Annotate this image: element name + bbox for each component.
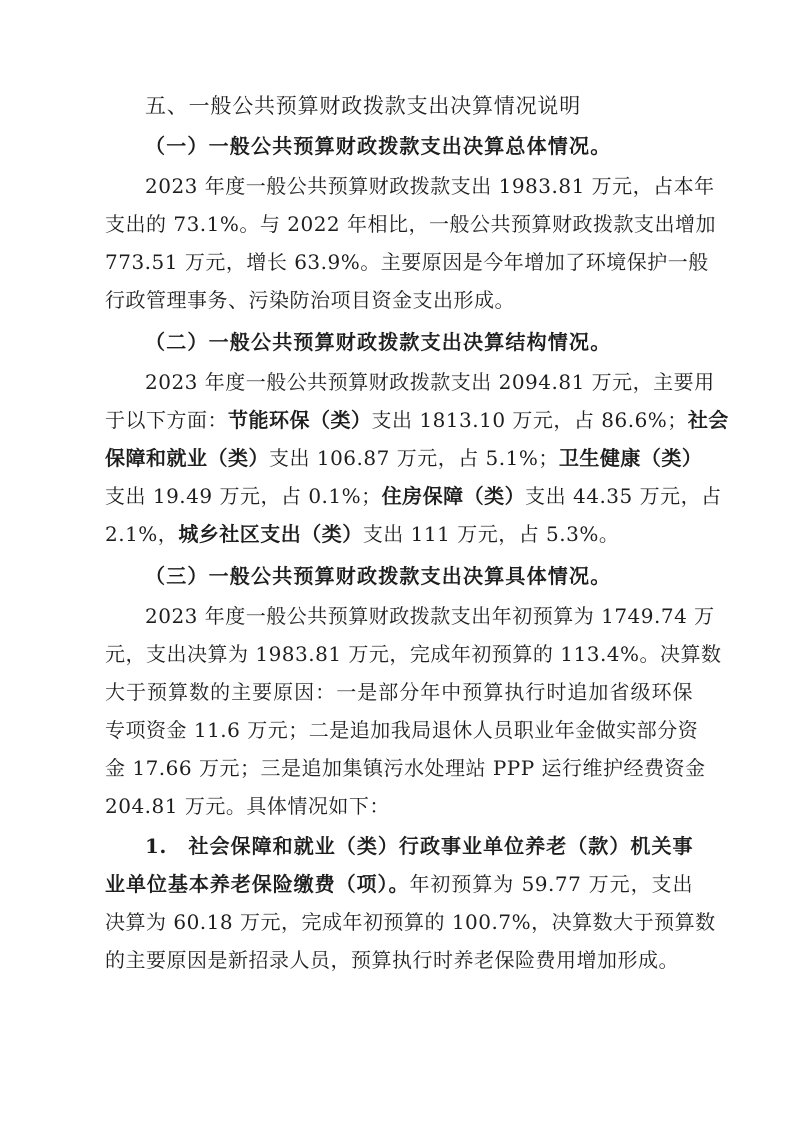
section2-line-2-text-c: 支出 1813.10 万元，占 86.6%； bbox=[371, 408, 688, 432]
section3-line-2: 元，支出决算为 1983.81 万元，完成年初预算的 113.4%。决算数 bbox=[105, 642, 722, 666]
section2-line-4 bbox=[105, 477, 722, 515]
section2-line-5-text-c: 支出 111 万元，占 5.3%。 bbox=[362, 522, 620, 546]
category-housing: 住房保障（类） bbox=[381, 484, 526, 508]
category-urban-rural: 城乡社区支出（类） bbox=[178, 522, 363, 546]
section3-line-4: 专项资金 11.6 万元；二是追加我局退休人员职业年金做实部分资 bbox=[105, 718, 699, 742]
section1-title: （一）一般公共预算财政拨款支出决算总体情况。 bbox=[145, 134, 612, 158]
section3-line-1: 2023 年度一般公共预算财政拨款支出年初预算为 1749.74 万 bbox=[145, 604, 715, 628]
section2-line-5-text-a: 2.1%， bbox=[105, 522, 179, 546]
section3-title: （三）一般公共预算财政拨款支出决算具体情况。 bbox=[145, 564, 612, 588]
item1-line-4: 的主要原因是新招录人员，预算执行时养老保险费用增加形成。 bbox=[105, 948, 679, 972]
section2-line-3 bbox=[105, 439, 703, 477]
section1-line-2: 支出的 73.1%。与 2022 年相比，一般公共预算财政拨款支出增加 bbox=[105, 212, 717, 236]
section2-line-2-text-a: 于以下方面： bbox=[105, 408, 228, 432]
item1-heading-line-2: 业单位基本养老保险缴费（项）。 bbox=[105, 872, 410, 896]
item1-line-2-text: 年初预算为 59.77 万元，支出 bbox=[409, 872, 693, 896]
category-social-security: 保障和就业（类） bbox=[105, 446, 269, 470]
section2-title: （二）一般公共预算财政拨款支出决算结构情况。 bbox=[145, 330, 612, 354]
item1-line-2 bbox=[105, 865, 693, 903]
section2-line-5 bbox=[105, 515, 693, 553]
main-heading: 五、一般公共预算财政拨款支出决算情况说明 bbox=[145, 94, 581, 118]
section3-line-3: 大于预算数的主要原因：一是部分年中预算执行时追加省级环保 bbox=[105, 680, 693, 704]
section1-line-3: 773.51 万元，增长 63.9%。主要原因是今年增加了环境保护一般 bbox=[105, 250, 709, 274]
category-health: 卫生健康（类） bbox=[558, 446, 703, 470]
section3-line-6: 204.81 万元。具体情况如下： bbox=[105, 794, 390, 818]
category-energy-environment: 节能环保（类） bbox=[228, 408, 372, 432]
item1-heading-line-1: 1. 社会保障和就业（类）行政事业单位养老（款）机关事 bbox=[145, 834, 693, 858]
section2-line-3-text-b: 支出 106.87 万元，占 5.1%； bbox=[269, 446, 559, 470]
section1-line-1: 2023 年度一般公共预算财政拨款支出 1983.81 万元，占本年 bbox=[145, 174, 715, 198]
item1-line-3: 决算为 60.18 万元，完成年初预算的 100.7%，决算数大于预算数 bbox=[105, 910, 716, 934]
category-social-start: 社会 bbox=[687, 408, 729, 432]
section1-line-4: 行政管理事务、污染防治项目资金支出形成。 bbox=[105, 288, 515, 312]
section2-line-4-text-c: 支出 44.35 万元，占 bbox=[525, 484, 722, 508]
section2-line-2 bbox=[105, 401, 729, 439]
section2-line-4-text-a: 支出 19.49 万元，占 0.1%； bbox=[105, 484, 382, 508]
section2-line-1: 2023 年度一般公共预算财政拨款支出 2094.81 万元，主要用 bbox=[145, 370, 715, 394]
section3-line-5: 金 17.66 万元；三是追加集镇污水处理站 PPP 运行维护经费资金 bbox=[105, 756, 706, 780]
